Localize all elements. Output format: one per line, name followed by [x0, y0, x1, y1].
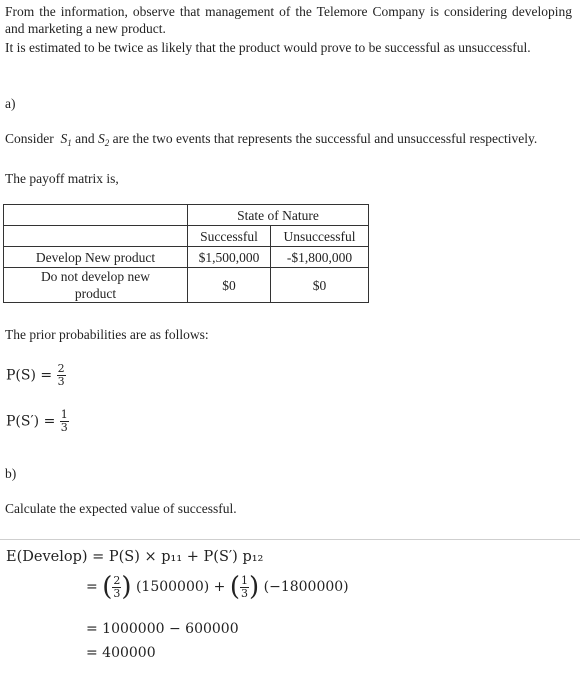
- payoff-column-row: [4, 226, 369, 247]
- prior-text: The prior probabilities are as follows:: [5, 327, 209, 342]
- intro-paragraph-1: From the information, observe that management of the Telemore Company is considering developing and marketing a new product.: [5, 4, 572, 36]
- table-row: [4, 268, 369, 303]
- state-of-nature-header: State of Nature: [188, 205, 369, 226]
- cell-value: $1,500,000: [188, 247, 271, 268]
- col-successful: Successful: [188, 226, 271, 247]
- fraction: $\frac{2}{3}$: [113, 573, 121, 600]
- consider-word: Consider: [5, 131, 54, 146]
- divider: [0, 539, 580, 540]
- fraction: $\frac{2}{3}$: [57, 362, 65, 388]
- blank-cell: [4, 205, 188, 226]
- intro-paragraph-2: It is estimated to be twice as likely that the product would prove to be successful as unsuccessful.: [5, 40, 531, 55]
- s2-symbol: $S_2$: [98, 131, 110, 148]
- row-label: Do not develop new product: [4, 268, 188, 303]
- expected-value-line-4: = 400000: [86, 645, 156, 661]
- cell-value: -$1,800,000: [271, 247, 369, 268]
- fraction: $\frac{1}{3}$: [241, 573, 249, 600]
- part-b-label: b): [5, 466, 17, 481]
- expected-value-line-1: E(Develop) = P(S) × p₁₁ + P(S′) p₁₂: [6, 549, 264, 565]
- s1-symbol: $S_1$: [60, 131, 72, 148]
- payoff-intro: The payoff matrix is,: [5, 171, 119, 186]
- table-row: [4, 247, 369, 268]
- part-a-label: a): [5, 96, 16, 111]
- blank-cell: [4, 226, 188, 247]
- and-word: and: [75, 131, 95, 146]
- prob-s-prime-equation: P(S′) = $\frac{1}{3}$: [6, 408, 68, 434]
- cell-value: $0: [271, 268, 369, 303]
- expected-value-line-2: = ( $\frac{2}{3}$ ) (1500000) + ( $\frac{1}{3}$ ) (−1800000): [86, 572, 349, 602]
- payoff-table: [3, 204, 369, 303]
- part-b-text: Calculate the expected value of successful.: [5, 501, 237, 516]
- prob-s-equation: P(S) = $\frac{2}{3}$: [6, 362, 65, 388]
- row-label: Develop New product: [4, 247, 188, 268]
- fraction: $\frac{1}{3}$: [60, 408, 68, 434]
- payoff-header-row: [4, 205, 369, 226]
- consider-paragraph: [5, 129, 572, 150]
- expected-value-line-3: = 1000000 − 600000: [86, 621, 239, 637]
- cell-value: $0: [188, 268, 271, 303]
- consider-rest: are the two events that represents the successful and unsuccessful respectively.: [112, 131, 538, 146]
- col-unsuccessful: Unsuccessful: [271, 226, 369, 247]
